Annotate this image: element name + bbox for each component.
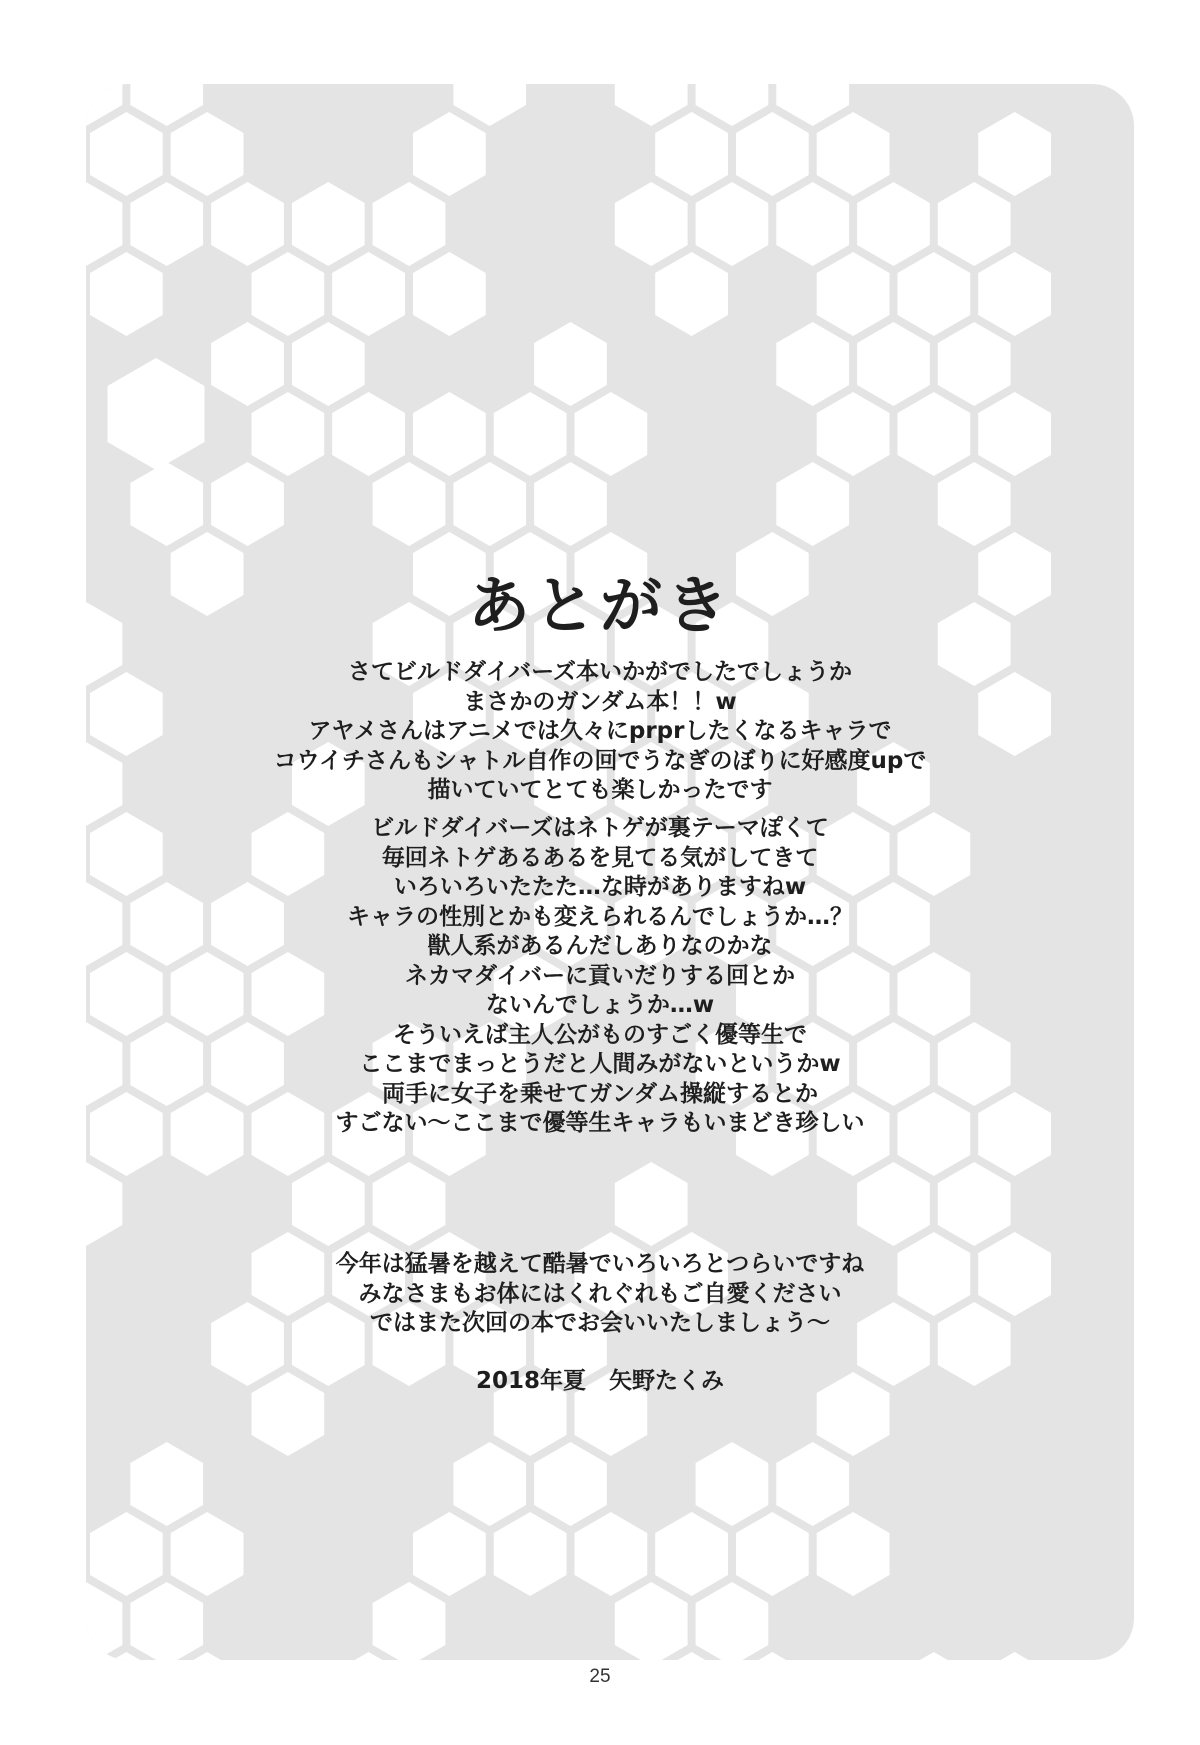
text-line: アヤメさんはアニメでは久々にprprしたくなるキャラで: [308, 718, 892, 744]
text-line: ではまた次回の本でお会いいたしましょう〜: [370, 1310, 830, 1336]
signature: 2018年夏 矢野たくみ: [475, 1368, 724, 1394]
text-line: さてビルドダイバーズ本いかがでしたでしょうか: [348, 659, 852, 685]
text-line: ネカマダイバーに貢いだりする回とか: [404, 962, 796, 989]
paragraph-3: [0, 1250, 1200, 1339]
text-line: 今年は猛暑を越えて酷暑でいろいろとつらいですね: [335, 1251, 865, 1277]
text-line: ここまでまっとうだと人間みがないというかw: [359, 1051, 841, 1077]
text-line: コウイチさんもシャトル自作の回でうなぎのぼりに好感度upで: [273, 747, 927, 774]
text-line: 描いていてとても楽しかったです: [427, 777, 773, 803]
page-number: 25: [589, 1666, 611, 1687]
text-line: 両手に女子を乗せてガンダム操縦するとか: [381, 1080, 819, 1107]
text-line: すごない〜ここまで優等生キャラもいまどき珍しい: [335, 1110, 865, 1136]
paragraph-1: [0, 658, 1200, 806]
text-line: 獣人系があるんだしありなのかな: [427, 933, 773, 959]
paragraph-2: [0, 814, 1200, 1139]
text-line: ないんでしょうか…w: [485, 992, 715, 1018]
page-title: あとがき: [467, 569, 732, 642]
text-line: キャラの性別とかも変えられるんでしょうか…？: [347, 903, 853, 930]
text-line: いろいろいたたた…な時がありますねw: [393, 874, 807, 900]
text-line: そういえば主人公がものすごく優等生で: [393, 1021, 807, 1048]
text-line: ビルドダイバーズはネトゲが裏テーマぽくて: [371, 815, 829, 841]
text-line: まさかのガンダム本！！w: [463, 688, 737, 715]
text-line: 毎回ネトゲあるあるを見てる気がしてきて: [381, 844, 819, 871]
text-line: みなさまもお体にはくれぐれもご自愛ください: [358, 1280, 842, 1307]
